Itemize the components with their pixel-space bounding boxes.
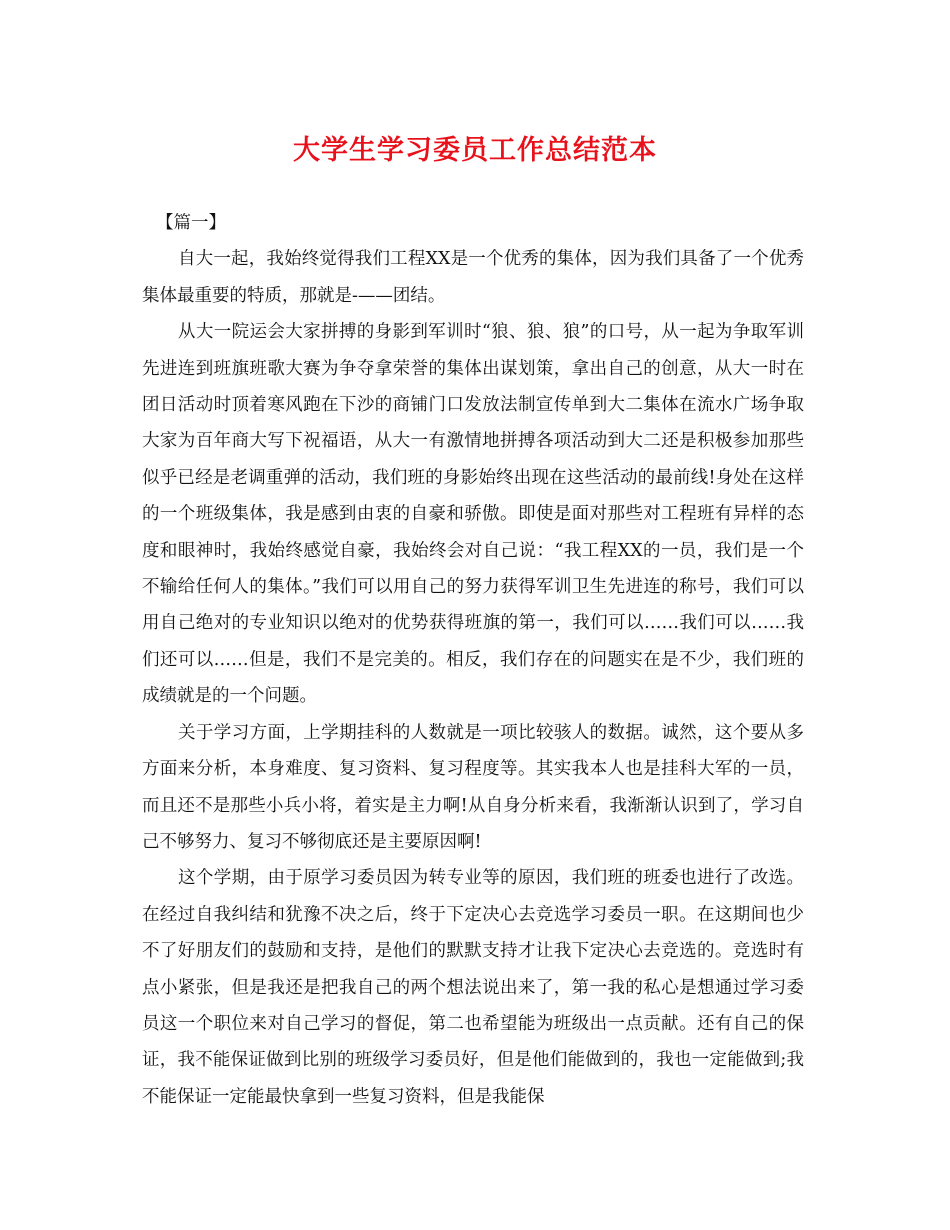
document-title: 大学生学习委员工作总结范本 [293,135,657,166]
paragraph-1: 自大一起，我始终觉得我们工程XX是一个优秀的集体，因为我们具备了一个优秀集体最重要的特质，那就是-——团结。 [142,249,804,306]
paragraph-3: 关于学习方面，上学期挂科的人数就是一项比较骇人的数据。诚然，这个要从多方面来分析，本身难度、复习资料、复习程度等。其实我本人也是挂科大军的一员，而且还不是那些小兵小将，着实是主力啊!从自身分析来看，我渐渐认识到了，学习自己不够努力、复习不够彻底还是主要原因啊! [142,722,804,852]
section-label: 【篇一】 [156,213,226,233]
document-body [142,205,804,1115]
paragraph-4: 这个学期，由于原学习委员因为转专业等的原因，我们班的班委也进行了改选。在经过自我纠结和犹豫不决之后，终于下定决心去竞选学习委员一职。在这期间也少不了好朋友们的鼓励和支持，是他们的默默支持才让我下定决心去竞选的。竞选时有点小紧张，但是我还是把我自己的两个想法说出来了，第一我的私心是想通过学习委员这一个职位来对自己学习的督促，第二也希望能为班级出一点贡献。还有自己的保证，我不能保证做到比别的班级学习委员好，但是他们能做到的，我也一定能做到;我不能保证一定能最快拿到一些复习资料，但是我能保 [142,868,804,1107]
paragraph-2: 从大一院运会大家拼搏的身影到军训时“狼、狼、狼”的口号，从一起为争取军训先进连到班旗班歌大赛为争夺拿荣誉的集体出谋划策，拿出自己的创意，从大一时在团日活动时顶着寒风跑在下沙的商铺门口发放法制宣传单到大二集体在流水广场争取大家为百年商大写下祝福语，从大一有激情地拼搏各项活动到大二还是积极参加那些似乎已经是老调重弹的活动，我们班的身影始终出现在这些活动的最前线!身处在这样的一个班级集体，我是感到由衷的自豪和骄傲。即使是面对那些对工程班有异样的态度和眼神时，我始终感觉自豪，我始终会对自己说：“我工程XX的一员，我们是一个不输给任何人的集体。”我们可以用自己的努力获得军训卫生先进连的称号，我们可以用自己绝对的专业知识以绝对的优势获得班旗的第一，我们可以……我们可以……我们还可以……但是，我们不是完美的。相反，我们存在的问题实在是不少，我们班的成绩就是的一个问题。 [142,322,804,707]
